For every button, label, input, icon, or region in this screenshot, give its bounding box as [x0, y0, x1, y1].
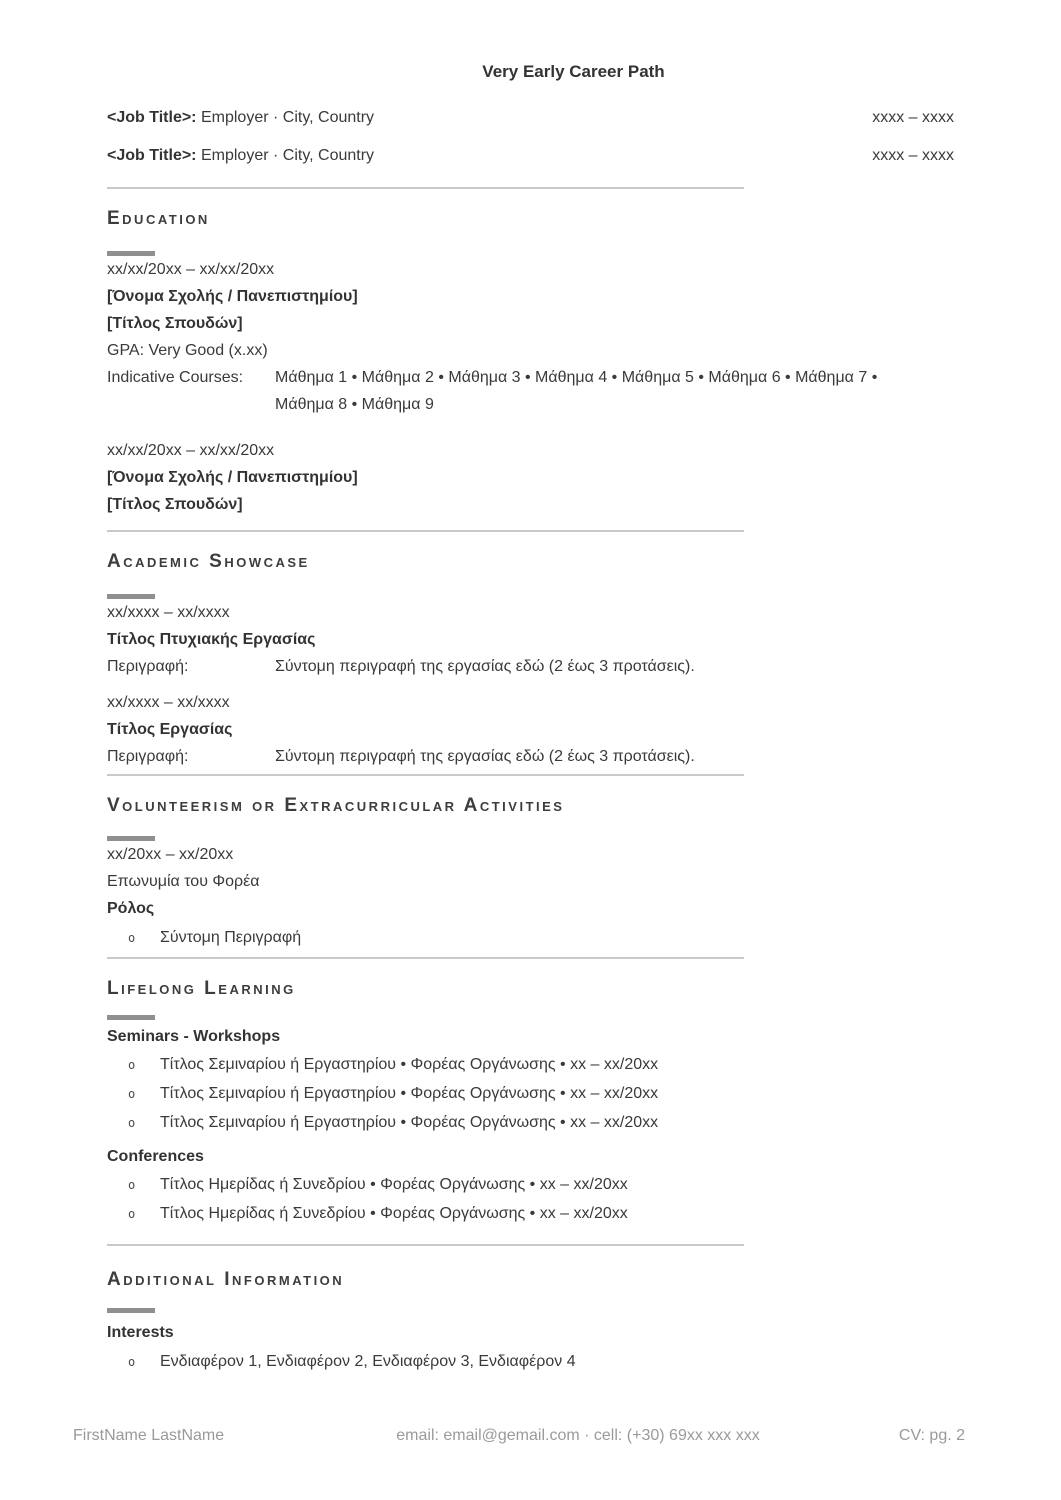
gpa-line: GPA: Very Good (x.xx) [107, 342, 268, 359]
bullet-text: Τίτλος Ημερίδας ή Συνεδρίου • Φορέας Οργάνωσης • xx – xx/20xx [160, 1176, 628, 1193]
section-heading-lifelong-learning: Lifelong Learning [107, 978, 296, 999]
job-title-label: <Job Title>: [107, 147, 197, 164]
courses-value [275, 364, 954, 418]
section-divider [107, 187, 744, 189]
entry-dates: xx/xx/20xx – xx/xx/20xx [107, 261, 275, 278]
page-title: Very Early Career Path [482, 62, 665, 81]
bullet-text: Τίτλος Σεμιναρίου ή Εργαστηρίου • Φορέας Οργάνωσης • xx – xx/20xx [160, 1114, 659, 1131]
conference-item [107, 1200, 954, 1228]
circle-bullet-icon: o [128, 1087, 136, 1101]
interests-label: Interests [107, 1324, 174, 1341]
section-heading-academic-showcase: Academic Showcase [107, 551, 310, 572]
conferences-label: Conferences [107, 1148, 204, 1165]
circle-bullet-icon: o [128, 931, 136, 945]
courses-line-1: Μάθημα 1 • Μάθημα 2 • Μάθημα 3 • Μάθημα 4 • Μάθημα 5 • Μάθημα 6 • Μάθημα 7 • [275, 369, 878, 386]
bullet-text: Τίτλος Σεμιναρίου ή Εργαστηρίου • Φορέας Οργάνωσης • xx – xx/20xx [160, 1085, 659, 1102]
degree-title: [Τίτλος Σπουδών] [107, 315, 243, 332]
courses-line-2: Μάθημα 8 • Μάθημα 9 [275, 396, 434, 413]
section-divider [107, 774, 744, 776]
job-employer-text: Employer · City, Country [200, 147, 375, 164]
description-text: Σύντομη περιγραφή της εργασίας εδώ (2 έως 3 προτάσεις). [275, 748, 695, 765]
seminar-item [107, 1109, 954, 1137]
circle-bullet-icon: o [128, 1207, 136, 1221]
page-content [107, 0, 954, 1376]
interests-item [107, 1348, 954, 1376]
description-row [107, 653, 954, 680]
thesis-title: Τίτλος Εργασίας [107, 721, 233, 738]
seminars-label: Seminars - Workshops [107, 1028, 281, 1045]
bullet-text: Τίτλος Σεμιναρίου ή Εργαστηρίου • Φορέας Οργάνωσης • xx – xx/20xx [160, 1056, 659, 1073]
bullet-item [107, 924, 954, 952]
job-row [107, 108, 954, 127]
page-footer [0, 1427, 1061, 1447]
footer-contact: email: email@gemail.com · cell: (+30) 69xx xxx xxx [396, 1427, 760, 1444]
seminar-item [107, 1051, 954, 1079]
description-text: Σύντομη περιγραφή της εργασίας εδώ (2 έως 3 προτάσεις). [275, 658, 695, 675]
job-title-label: <Job Title>: [107, 109, 197, 126]
section-divider [107, 530, 744, 532]
circle-bullet-icon: o [128, 1058, 136, 1072]
conference-item [107, 1171, 954, 1199]
showcase-entry [107, 689, 954, 770]
job-row-left [107, 146, 374, 165]
entry-dates: xx/xx/20xx – xx/xx/20xx [107, 442, 275, 459]
bullet-text: Τίτλος Ημερίδας ή Συνεδρίου • Φορέας Οργάνωσης • xx – xx/20xx [160, 1205, 628, 1222]
job-dates: xxxx – xxxx [872, 109, 954, 126]
circle-bullet-icon: o [128, 1355, 136, 1369]
degree-title: [Τίτλος Σπουδών] [107, 496, 243, 513]
job-row-left [107, 108, 374, 127]
section-divider [107, 1244, 744, 1246]
organization-name: Επωνυμία του Φορέα [107, 873, 260, 890]
job-row [107, 146, 954, 165]
section-divider [107, 957, 744, 959]
bullet-text: Σύντομη Περιγραφή [160, 929, 302, 946]
school-name: [Όνομα Σχολής / Πανεπιστημίου] [107, 288, 358, 305]
job-dates: xxxx – xxxx [872, 147, 954, 164]
courses-label: Indicative Courses: [107, 369, 244, 386]
education-entry [107, 437, 954, 518]
section-heading-volunteerism: Volunteerism or Extracurricular Activities [107, 795, 565, 816]
showcase-entry [107, 599, 954, 680]
circle-bullet-icon: o [128, 1178, 136, 1192]
footer-name: FirstName LastName [73, 1427, 225, 1444]
courses-row [107, 364, 954, 418]
bullet-text: Ενδιαφέρον 1, Ενδιαφέρον 2, Ενδιαφέρον 3, Ενδιαφέρον 4 [160, 1353, 576, 1370]
thesis-title: Τίτλος Πτυχιακής Εργασίας [107, 631, 316, 648]
description-label: Περιγραφή: [107, 748, 189, 765]
section-heading-education: Education [107, 208, 210, 229]
circle-bullet-icon: o [128, 1116, 136, 1130]
job-employer-text: Employer · City, Country [200, 109, 375, 126]
description-label: Περιγραφή: [107, 658, 189, 675]
volunteer-entry [107, 841, 954, 952]
education-entry [107, 256, 954, 418]
entry-dates: xx/xxxx – xx/xxxx [107, 694, 230, 711]
entry-dates: xx/20xx – xx/20xx [107, 846, 234, 863]
heading-rule [107, 1015, 155, 1020]
footer-page-number: CV: pg. 2 [898, 1427, 965, 1444]
school-name: [Όνομα Σχολής / Πανεπιστημίου] [107, 469, 358, 486]
entry-dates: xx/xxxx – xx/xxxx [107, 604, 230, 621]
role-title: Ρόλος [107, 900, 155, 917]
section-heading-additional-information: Additional Information [107, 1269, 345, 1290]
seminar-item [107, 1080, 954, 1108]
description-row [107, 743, 954, 770]
heading-rule [107, 1308, 155, 1313]
